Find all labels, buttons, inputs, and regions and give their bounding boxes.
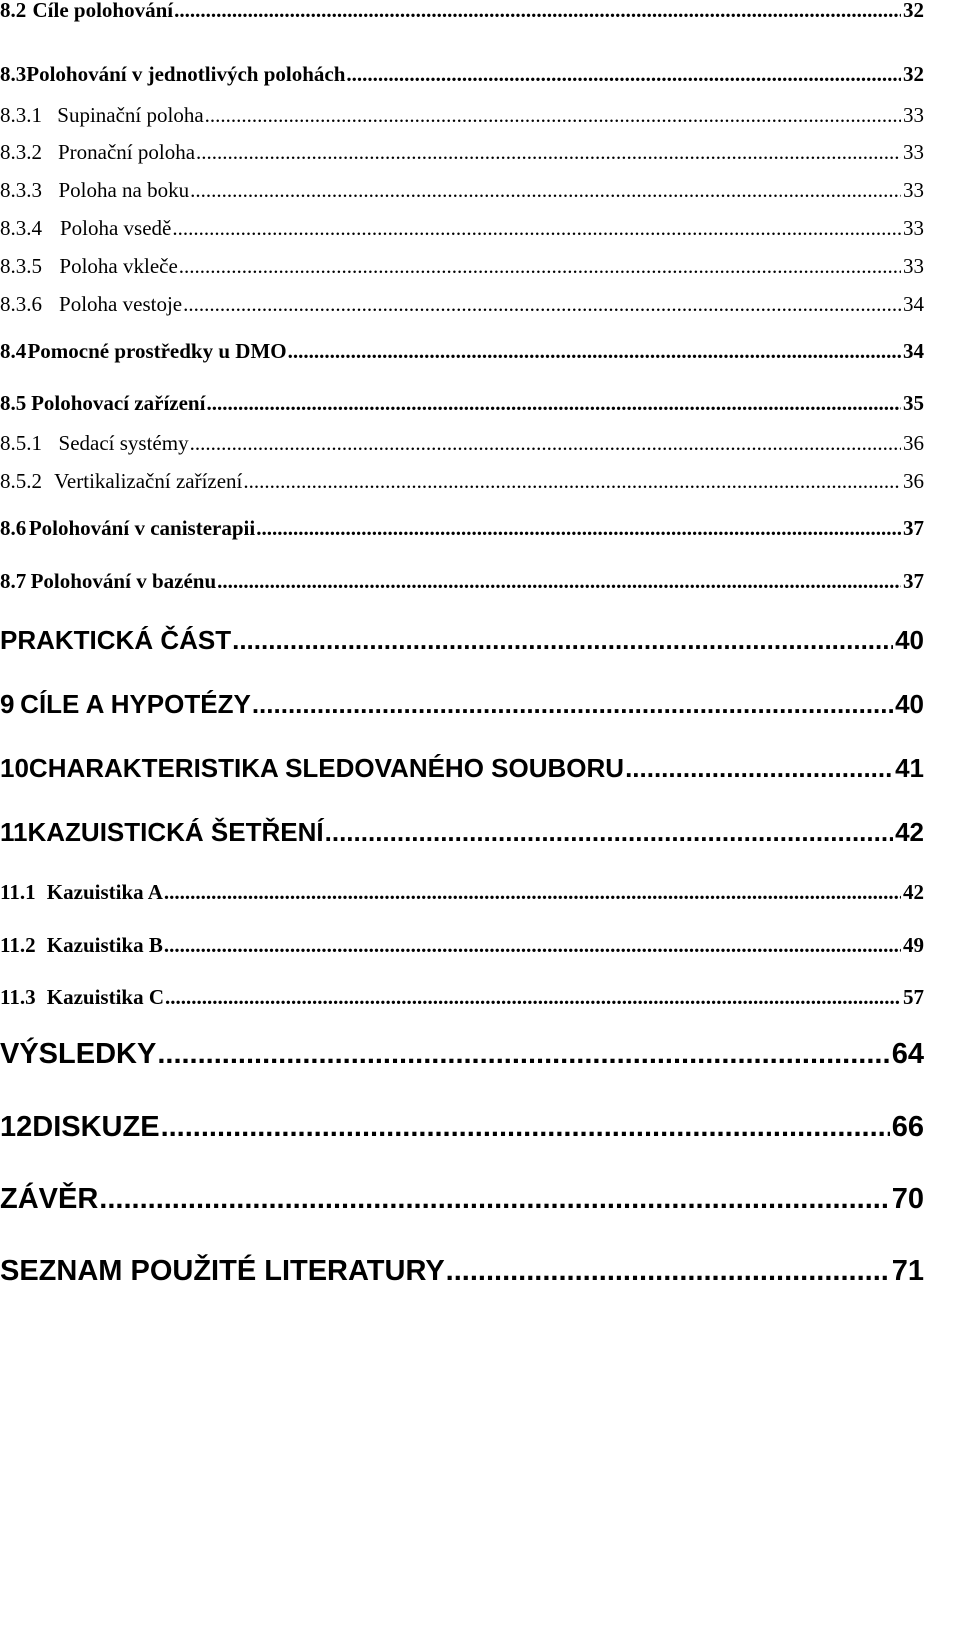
toc-entry-page: 33	[903, 140, 924, 164]
toc-entry[interactable]	[0, 140, 924, 165]
toc-entry-number: 8.3.4	[0, 216, 42, 240]
toc-entry-page: 71	[891, 1255, 924, 1287]
toc-entry-number: 8.2	[0, 0, 27, 22]
toc-entry-number: 8.3.2	[0, 140, 42, 164]
toc-entry-title: Sedací systémy	[58, 431, 189, 455]
toc-entry[interactable]	[0, 1038, 924, 1071]
toc-entry-title: Vertikalizační zařízení	[54, 469, 243, 493]
toc-entry[interactable]	[0, 753, 924, 784]
toc-entry-page: 64	[891, 1038, 924, 1070]
toc-entry[interactable]	[0, 0, 924, 23]
toc-entry-title: Polohování v jednotlivých polohách	[26, 62, 346, 86]
toc-entry-title: Supinační poloha	[57, 103, 204, 127]
toc-entry-title: CÍLE A HYPOTÉZY	[20, 689, 251, 719]
toc-entry-number: 8.6	[0, 516, 27, 540]
toc-entry-page: 33	[903, 103, 924, 127]
toc-entry-page: 57	[903, 985, 924, 1009]
toc-leader-dots	[157, 1038, 889, 1071]
toc-entry-number: 11.3	[0, 985, 36, 1009]
toc-entry-number: 8.5.1	[0, 431, 42, 455]
toc-entry[interactable]	[0, 1111, 924, 1144]
toc-entry-page: 49	[903, 933, 924, 957]
toc-entry-number: 8.4	[0, 339, 27, 363]
toc-entry-page: 34	[903, 292, 924, 316]
toc-entry[interactable]	[0, 216, 924, 241]
toc-entry-title: Polohování v bazénu	[30, 569, 217, 593]
toc-leader-dots	[232, 625, 893, 656]
toc-entry-page: 33	[903, 216, 924, 240]
toc-leader-dots	[346, 62, 901, 87]
toc-entry-number: 11.2	[0, 933, 36, 957]
toc-entry-number: 8.5.2	[0, 469, 42, 493]
toc-leader-dots	[256, 516, 901, 541]
toc-entry-title: Polohování v canisterapii	[28, 516, 256, 540]
toc-entry-number: 8.3	[0, 62, 27, 86]
toc-entry-page: 36	[903, 431, 924, 455]
toc-entry-title: Kazuistika A	[46, 880, 163, 904]
toc-entry[interactable]	[0, 880, 924, 905]
toc-leader-dots	[325, 817, 893, 848]
toc-entry[interactable]	[0, 391, 924, 416]
toc-entry[interactable]	[0, 178, 924, 203]
toc-leader-dots	[190, 431, 901, 456]
toc-entry-title: Polohovací zařízení	[31, 391, 206, 415]
toc-entry-number: 8.5	[0, 391, 27, 415]
toc-entry-page: 37	[903, 569, 924, 593]
toc-leader-dots	[165, 985, 901, 1010]
toc-entry-number: 8.3.6	[0, 292, 42, 316]
toc-entry[interactable]	[0, 569, 924, 594]
toc-entry-title: CHARAKTERISTIKA SLEDOVANÉHO SOUBORU	[28, 753, 625, 783]
toc-entry-page: 42	[895, 817, 924, 847]
toc-leader-dots	[196, 140, 901, 165]
toc-entry-title: ZÁVĚR	[0, 1183, 99, 1215]
toc-entry-number: 8.3.3	[0, 178, 42, 202]
toc-leader-dots	[183, 292, 901, 317]
toc-leader-dots	[625, 753, 893, 784]
toc-entry-page: 32	[903, 0, 924, 22]
toc-entry-page: 36	[903, 469, 924, 493]
toc-entry-page: 37	[903, 516, 924, 540]
toc-entry-page: 42	[903, 880, 924, 904]
toc-entry-title: Poloha vkleče	[59, 254, 178, 278]
toc-entry-page: 35	[903, 391, 924, 415]
toc-entry[interactable]	[0, 292, 924, 317]
toc-leader-dots	[164, 880, 901, 905]
toc-entry[interactable]	[0, 689, 924, 720]
toc-entry-page: 66	[891, 1111, 924, 1143]
toc-entry[interactable]	[0, 254, 924, 279]
toc-leader-dots	[206, 391, 901, 416]
toc-entry-title: KAZUISTICKÁ ŠETŘENÍ	[27, 817, 324, 847]
toc-entry[interactable]	[0, 469, 924, 494]
toc-leader-dots	[99, 1183, 889, 1216]
toc-entry-title: Poloha vsedě	[59, 216, 172, 240]
toc-entry-title: PRAKTICKÁ ČÁST	[0, 625, 232, 655]
toc-leader-dots	[179, 254, 901, 279]
toc-entry[interactable]	[0, 625, 924, 656]
toc-entry-title: Cíle polohování	[32, 0, 174, 22]
toc-entry-page: 34	[903, 339, 924, 363]
toc-entry-title: Pomocné prostředky u DMO	[27, 339, 287, 363]
toc-entry[interactable]	[0, 1183, 924, 1216]
toc-entry[interactable]	[0, 985, 924, 1010]
toc-leader-dots	[446, 1255, 890, 1288]
toc-entry-title: Kazuistika C	[46, 985, 164, 1009]
toc-entry[interactable]	[0, 339, 924, 364]
toc-entry-title: Poloha na boku	[58, 178, 190, 202]
toc-entry-title: Pronační poloha	[57, 140, 196, 164]
toc-entry-number: 11	[0, 817, 28, 847]
toc-leader-dots	[288, 339, 901, 364]
toc-entry-title: VÝSLEDKY	[0, 1038, 157, 1070]
toc-entry-title: Poloha vestoje	[59, 292, 183, 316]
toc-entry-number: 11.1	[0, 880, 36, 904]
toc-entry-title: DISKUZE	[32, 1111, 160, 1143]
toc-entry-page: 70	[891, 1183, 924, 1215]
toc-entry[interactable]	[0, 933, 924, 958]
toc-entry-page: 33	[903, 254, 924, 278]
toc-entry-page: 41	[895, 753, 924, 783]
toc-entry-title: SEZNAM POUŽITÉ LITERATURY	[0, 1255, 445, 1287]
toc-entry-number: 12	[0, 1111, 33, 1143]
toc-entry-title: Kazuistika B	[46, 933, 163, 957]
toc-entry[interactable]	[0, 516, 924, 541]
toc-entry-page: 32	[903, 62, 924, 86]
toc-leader-dots	[252, 689, 893, 720]
toc-leader-dots	[172, 216, 901, 241]
toc-leader-dots	[164, 933, 901, 958]
toc-leader-dots	[217, 569, 901, 594]
toc-entry[interactable]	[0, 431, 924, 456]
toc-entry[interactable]	[0, 103, 924, 128]
toc-entry-page: 33	[903, 178, 924, 202]
toc-entry-number: 8.3.1	[0, 103, 42, 127]
toc-leader-dots	[190, 178, 901, 203]
toc-entry-number: 10	[0, 753, 29, 783]
toc-entry[interactable]	[0, 817, 924, 848]
toc-entry-number: 8.7	[0, 569, 27, 593]
toc-entry[interactable]	[0, 1255, 924, 1288]
toc-leader-dots	[205, 103, 901, 128]
toc-entry-page: 40	[895, 689, 924, 719]
toc-leader-dots	[174, 0, 901, 23]
toc-leader-dots	[243, 469, 901, 494]
toc-entry[interactable]	[0, 62, 924, 87]
toc-leader-dots	[161, 1111, 890, 1144]
toc-entry-number: 9	[0, 689, 15, 719]
toc-entry-number: 8.3.5	[0, 254, 42, 278]
toc-entry-page: 40	[895, 625, 924, 655]
